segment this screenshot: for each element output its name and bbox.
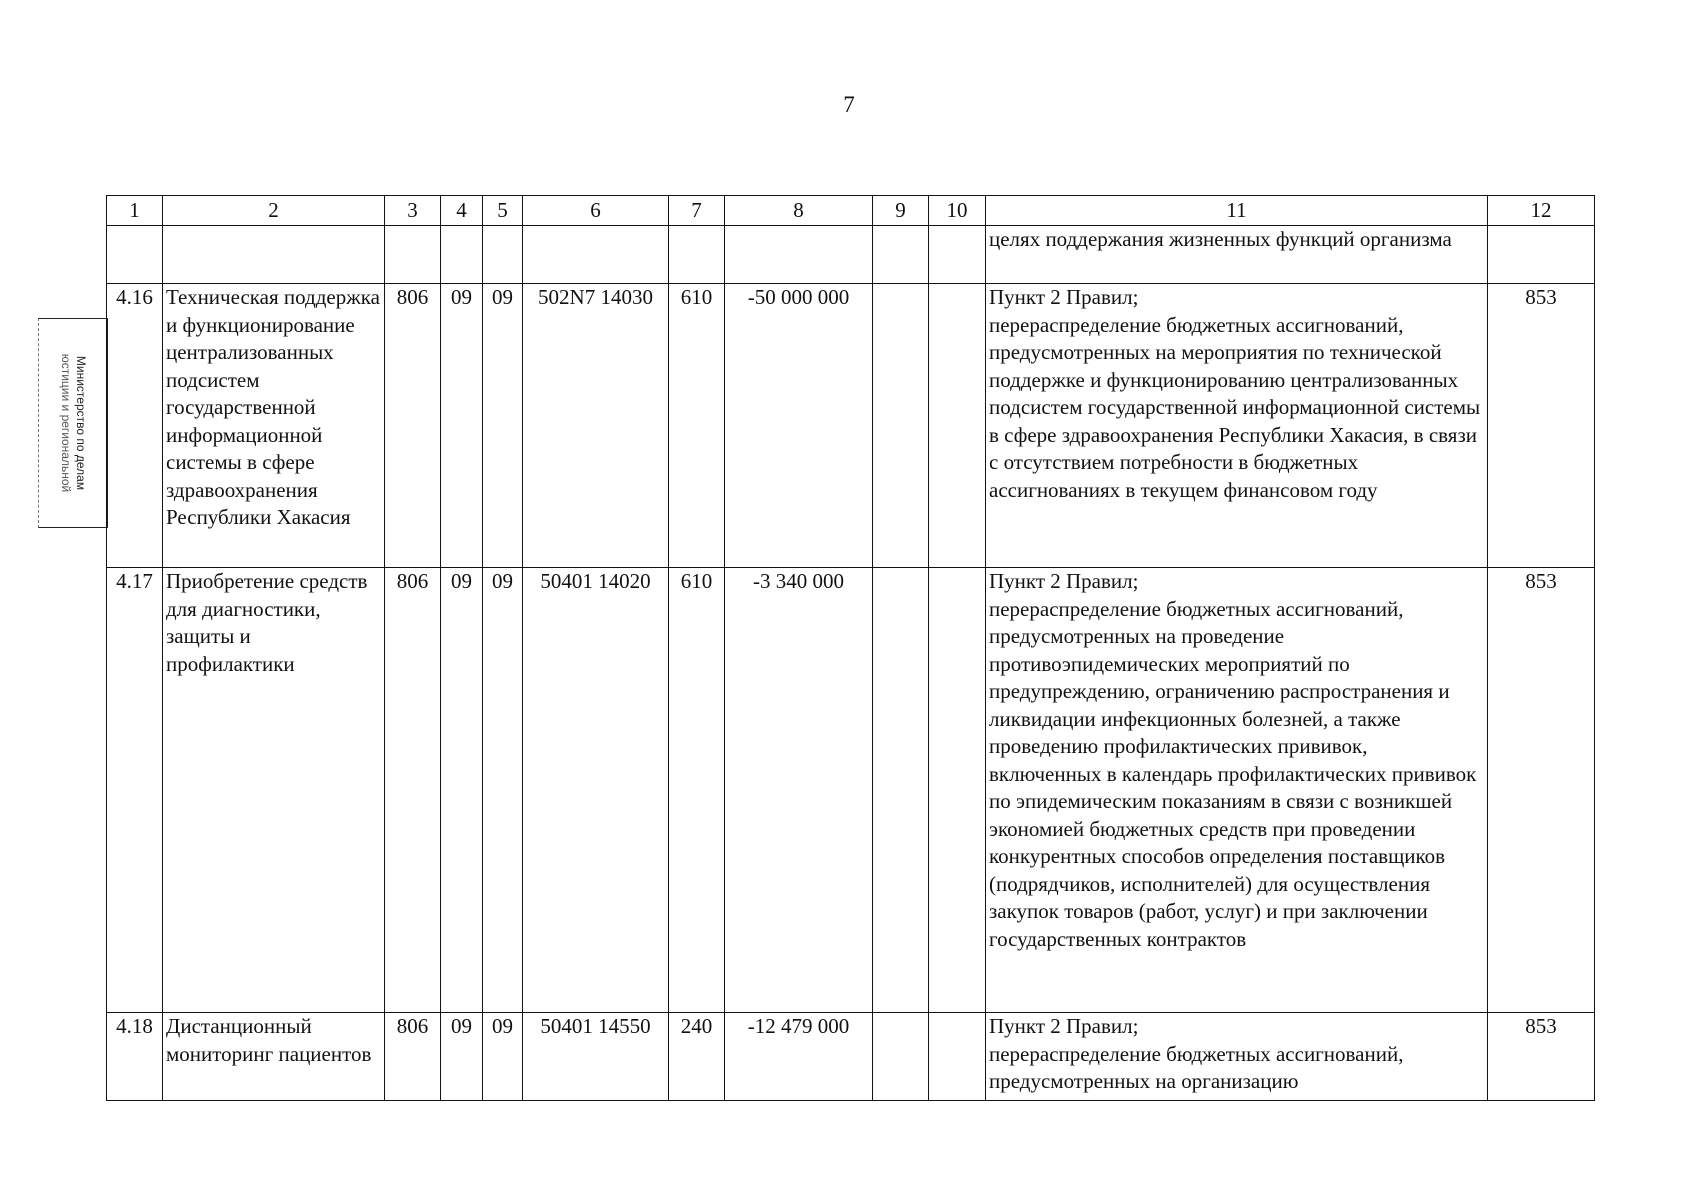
header-col-3: 3 [385,196,441,226]
col-10-value [929,568,986,1013]
cell [385,226,441,284]
col-8-value: -3 340 000 [725,568,873,1013]
col-5-value: 09 [483,1013,523,1101]
stamp-line-1: Министерство по делам [74,355,88,491]
col-6-value: 50401 14020 [523,568,669,1013]
header-col-12: 12 [1488,196,1595,226]
header-col-7: 7 [669,196,725,226]
row-name: Дистанционный мониторинг пациентов [163,1013,385,1101]
col-6-value: 50401 14550 [523,1013,669,1101]
col-12-value: 853 [1488,1013,1595,1101]
row-number: 4.18 [107,1013,163,1101]
col-4-value: 09 [441,568,483,1013]
col-9-value [873,568,929,1013]
cell [669,226,725,284]
table-row [107,568,1595,1013]
col-10-value [929,1013,986,1101]
rule-reference: Пункт 2 Правил; [989,285,1139,309]
col-12-value: 853 [1488,568,1595,1013]
cell [107,226,163,284]
stamp-text [58,323,88,523]
rule-reference: Пункт 2 Правил; [989,1014,1139,1038]
table-row [107,284,1595,568]
budget-table [106,195,1595,1101]
header-col-5: 5 [483,196,523,226]
col-5-value: 09 [483,568,523,1013]
col-3-value: 806 [385,1013,441,1101]
row-name: Техническая поддержка и функционирование централизованных подсистем государственной информационной системы в сфере здравоохранения Республики Хакасия [163,284,385,568]
col-7-value: 610 [669,568,725,1013]
col-11-value [986,284,1488,568]
col-9-value [873,284,929,568]
col-8-value: -12 479 000 [725,1013,873,1101]
cell [1488,226,1595,284]
col-4-value: 09 [441,284,483,568]
header-col-4: 4 [441,196,483,226]
rule-description: перераспределение бюджетных ассигнований, предусмотренных на проведение противоэпидемических мероприятий по предупреждению, ограничению распространения и ликвидации инфекционных болезней, а также проведению профилактических прививок, включенных в календарь профилактических прививок по эпидемическим показаниям в связи с возникшей экономией бюджетных средств при проведении конкурентных способов определения поставщиков (подрядчиков, исполнителей) для осуществления закупок товаров (работ, услуг) и при заключении государственных контрактов [989,596,1477,951]
row-name: Приобретение средств для диагностики, защиты и профилактики [163,568,385,1013]
header-col-11: 11 [986,196,1488,226]
header-row [107,196,1595,226]
col-7-value: 240 [669,1013,725,1101]
rule-reference: Пункт 2 Правил; [989,569,1139,593]
cell [441,226,483,284]
col-7-value: 610 [669,284,725,568]
col-3-value: 806 [385,284,441,568]
cell [929,226,986,284]
cell [523,226,669,284]
cell [873,226,929,284]
row-number: 4.17 [107,568,163,1013]
header-col-1: 1 [107,196,163,226]
cell [483,226,523,284]
page-number: 7 [843,92,855,117]
header-col-9: 9 [873,196,929,226]
registration-stamp [38,318,108,528]
col-5-value: 09 [483,284,523,568]
row-number: 4.16 [107,284,163,568]
rule-description: перераспределение бюджетных ассигнований, предусмотренных на мероприятия по технической поддержке и функционированию централизованных подсистем государственной информационной системы в сфере здравоохранения Республики Хакасия, в связи с отсутствием потребности в бюджетных ассигнованиях в текущем финансовом году [989,312,1481,502]
header-col-10: 10 [929,196,986,226]
col-9-value [873,1013,929,1101]
col-6-value: 502N7 14030 [523,284,669,568]
stamp-line-2: юстиции и региональной [59,353,73,493]
cell [725,226,873,284]
continuation-row [107,226,1595,284]
col-3-value: 806 [385,568,441,1013]
col-4-value: 09 [441,1013,483,1101]
col-11-value [986,1013,1488,1101]
col-8-value: -50 000 000 [725,284,873,568]
col-10-value [929,284,986,568]
col-11-value [986,568,1488,1013]
header-col-8: 8 [725,196,873,226]
rule-description: перераспределение бюджетных ассигнований, предусмотренных на организацию [989,1041,1404,1093]
header-col-6: 6 [523,196,669,226]
col-12-value: 853 [1488,284,1595,568]
table-row [107,1013,1595,1101]
header-col-2: 2 [163,196,385,226]
continuation-text: целях поддержания жизненных функций организма [986,226,1488,284]
cell [163,226,385,284]
